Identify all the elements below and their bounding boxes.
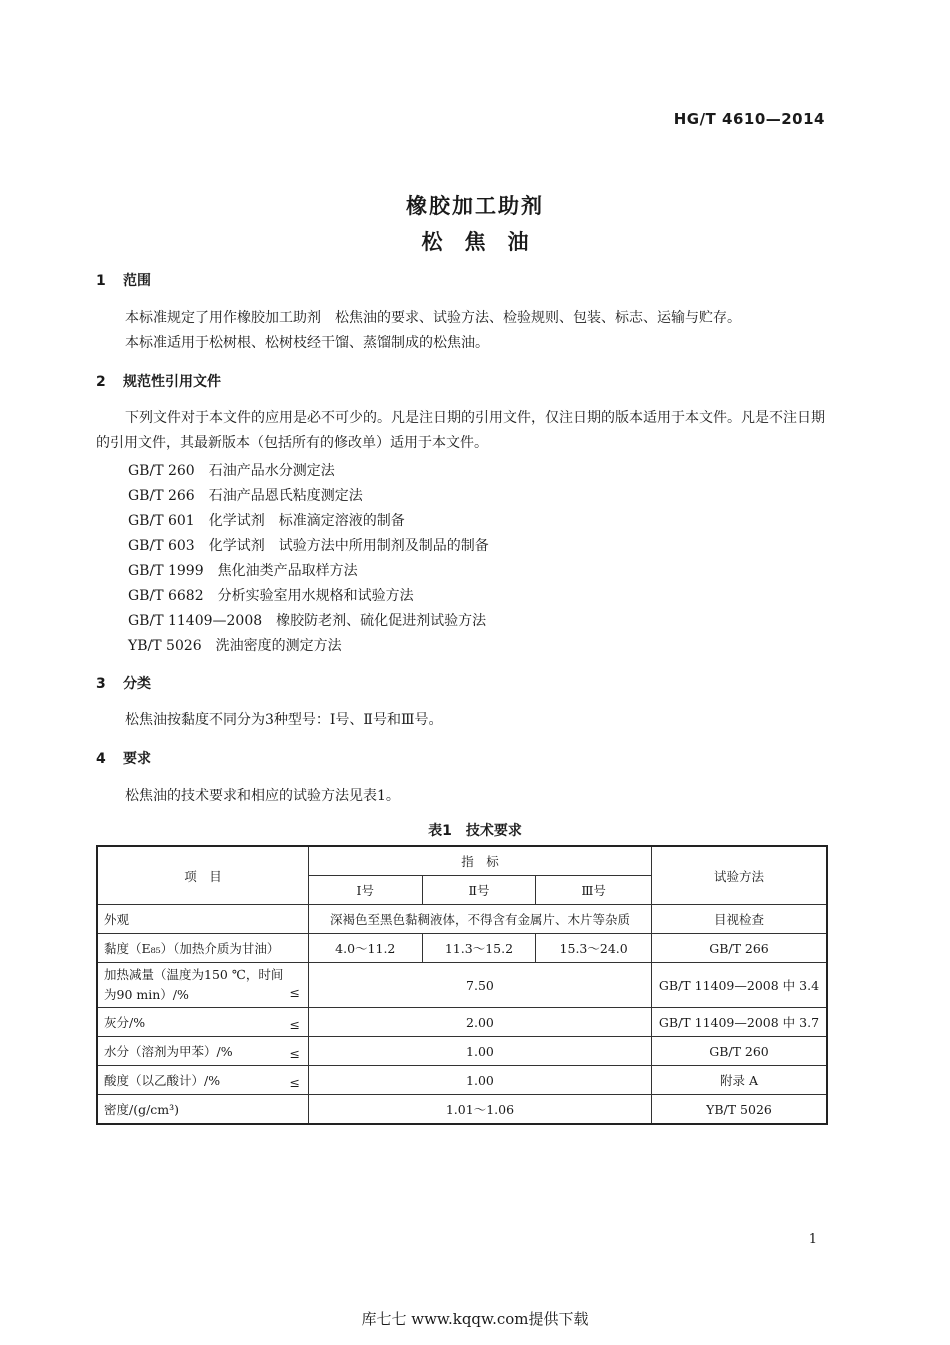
row-method: GB/T 260 [651,1037,827,1066]
row-value: 7.50 [308,963,651,1008]
section-number: 3 [96,676,106,692]
section-3-heading [96,673,151,693]
table-row [97,1095,827,1125]
header-grade-3: Ⅲ号 [536,876,652,905]
row-method: 附录 A [651,1066,827,1095]
reference-item: GB/T 601 化学试剂 标准滴定溶液的制备 [128,513,405,529]
page-number: 1 [808,1232,817,1247]
table-row [97,1037,827,1066]
table-row [97,963,827,1008]
section-number: 1 [96,273,106,289]
table-header-row [97,846,827,876]
table-caption: 表1 技术要求 [428,823,522,839]
row-method: YB/T 5026 [651,1095,827,1125]
section-title: 分类 [123,676,151,692]
row-item: 黏度（E₈₅）（加热介质为甘油） [97,934,308,963]
section-number: 2 [96,374,106,390]
header-method: 试验方法 [651,846,827,905]
leq-symbol: ≤ [289,1017,300,1032]
scope-paragraph-2: 本标准适用于松树根、松树枝经干馏、蒸馏制成的松焦油。 [125,335,489,351]
section-1-heading [96,270,151,290]
header-grade-1: Ⅰ号 [308,876,422,905]
row-item: 加热减量（温度为150 ℃，时间 为90 min）/% ≤ [97,963,308,1008]
header-index: 指 标 [308,846,651,876]
title-line-2: 松焦油 [421,230,551,254]
section-title: 范围 [123,273,151,289]
title-line-1: 橡胶加工助剂 [406,194,544,218]
reference-item: GB/T 266 石油产品恩氏粘度测定法 [128,488,363,504]
row-item: 水分（溶剂为甲苯）/% ≤ [97,1037,308,1066]
row-item: 外观 [97,905,308,934]
download-footer: 库七七 www.kqqw.com提供下载 [361,1310,589,1328]
row-value: 1.00 [308,1037,651,1066]
leq-symbol: ≤ [289,1046,300,1061]
reference-item: GB/T 11409—2008 橡胶防老剂、硫化促进剂试验方法 [128,613,487,629]
row-value: 2.00 [308,1008,651,1037]
leq-symbol: ≤ [289,985,300,1000]
table-row [97,1008,827,1037]
technical-requirements-table [96,845,828,1125]
leq-symbol: ≤ [289,1075,300,1090]
row-item: 密度/(g/cm³) [97,1095,308,1125]
row-value: 深褐色至黑色黏稠液体，不得含有金属片、木片等杂质 [308,905,651,934]
row-value-grade-2: 11.3～15.2 [422,934,536,963]
section-title: 规范性引用文件 [123,374,221,390]
reference-item: GB/T 6682 分析实验室用水规格和试验方法 [128,588,414,604]
reference-item: GB/T 1999 焦化油类产品取样方法 [128,563,358,579]
section-title: 要求 [123,751,151,767]
section-2-heading [96,371,221,391]
row-method: GB/T 11409—2008 中 3.7 [651,1008,827,1037]
row-value-grade-3: 15.3～24.0 [536,934,652,963]
row-item: 酸度（以乙酸计）/% ≤ [97,1066,308,1095]
row-method: GB/T 266 [651,934,827,963]
row-method: 目视检查 [651,905,827,934]
reference-item: GB/T 260 石油产品水分测定法 [128,463,335,479]
requirements-paragraph: 松焦油的技术要求和相应的试验方法见表1。 [125,788,400,804]
header-grade-2: Ⅱ号 [422,876,536,905]
scope-paragraph-1: 本标准规定了用作橡胶加工助剂 松焦油的要求、试验方法、检验规则、包装、标志、运输与贮存。 [125,310,741,326]
table-row [97,1066,827,1095]
reference-item: GB/T 603 化学试剂 试验方法中所用制剂及制品的制备 [128,538,489,554]
row-item: 灰分/% ≤ [97,1008,308,1037]
reference-item: YB/T 5026 洗油密度的测定方法 [128,638,342,654]
row-method: GB/T 11409—2008 中 3.4 [651,963,827,1008]
header-item: 项 目 [97,846,308,905]
table-row [97,905,827,934]
classification-paragraph: 松焦油按黏度不同分为3种型号：Ⅰ号、Ⅱ号和Ⅲ号。 [125,712,443,728]
section-number: 4 [96,751,106,767]
row-value-grade-1: 4.0～11.2 [308,934,422,963]
section-4-heading [96,748,151,768]
table-row [97,934,827,963]
normative-refs-paragraph: 下列文件对于本文件的应用是必不可少的。凡是注日期的引用文件，仅注日期的版本适用于本文件。凡是不注日期的引用文件，其最新版本（包括所有的修改单）适用于本文件。 [96,410,825,451]
row-value: 1.00 [308,1066,651,1095]
standard-code: HG/T 4610—2014 [673,110,825,128]
row-value: 1.01～1.06 [308,1095,651,1125]
